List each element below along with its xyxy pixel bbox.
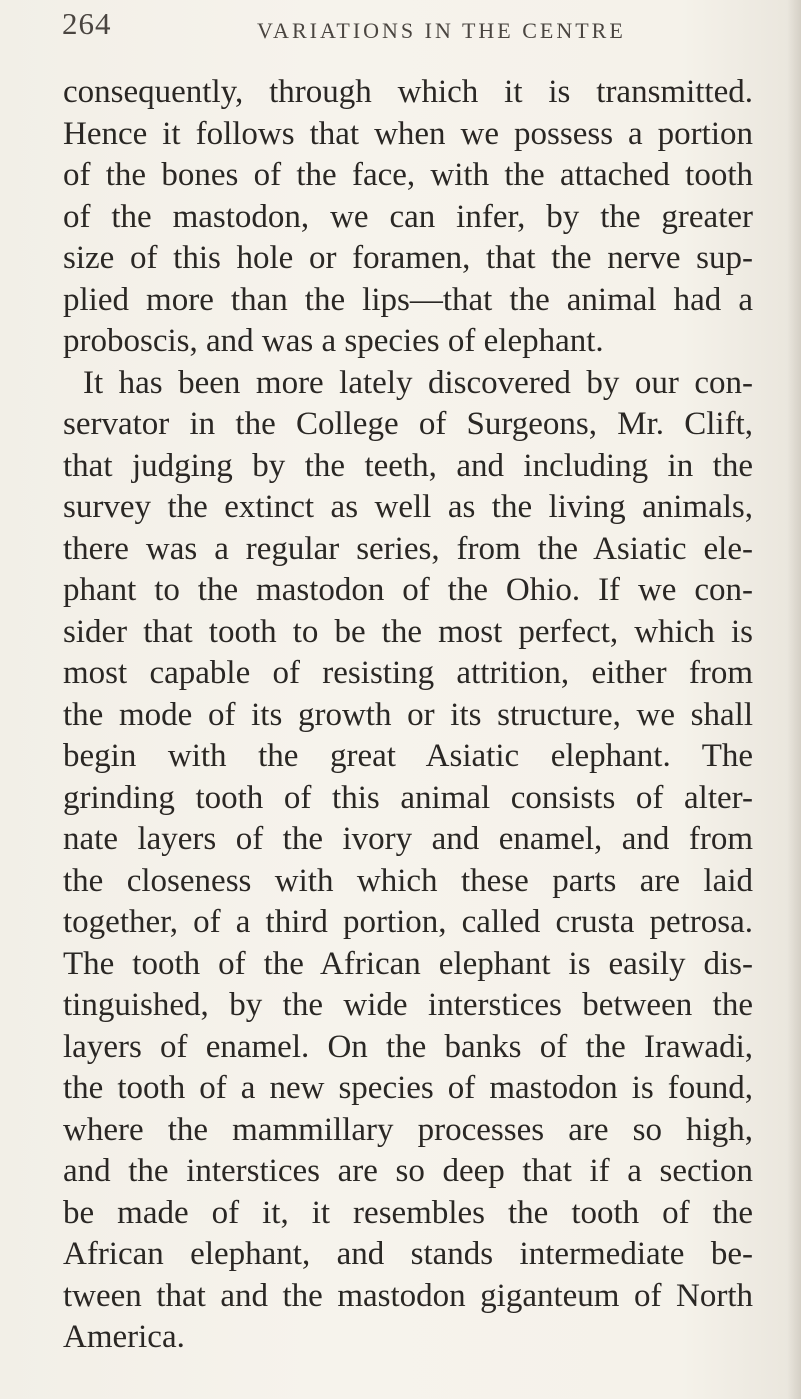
text-line: It has been more lately discovered by our con- [83, 364, 753, 401]
page-number: 264 [62, 6, 112, 41]
text-line: plied more than the lips—that the animal had a [63, 281, 753, 318]
text-line: the closeness with which these parts are laid [63, 862, 753, 899]
text-line: be made of it, it resembles the tooth of the [63, 1194, 753, 1231]
text-line: grinding tooth of this animal consists of alter- [63, 779, 753, 816]
text-line: together, of a third portion, called crusta petrosa. [63, 904, 753, 940]
text-line: of the mastodon, we can infer, by the greater [63, 198, 753, 235]
text-line: size of this hole or foramen, that the nerve sup- [63, 240, 753, 276]
text-line: nate layers of the ivory and enamel, and from [63, 821, 753, 857]
text-line: Hence it follows that when we possess a portion [63, 115, 753, 152]
body-text [63, 72, 753, 1359]
running-head: VARIATIONS IN THE CENTRE [257, 18, 626, 43]
text-line: proboscis, and was a species of elephant. [63, 323, 604, 359]
text-line: tween that and the mastodon giganteum of North [63, 1277, 753, 1314]
text-line: consequently, through which it is transmitted. [63, 74, 753, 110]
text-line: layers of enamel. On the banks of the Irawadi, [63, 1028, 753, 1065]
text-line: most capable of resisting attrition, either from [63, 655, 753, 691]
text-line: and the interstices are so deep that if a section [63, 1153, 753, 1189]
page-edge-shadow [787, 0, 801, 1399]
text-line: there was a regular series, from the Asiatic ele- [63, 530, 753, 567]
text-line: the tooth of a new species of mastodon is found, [63, 1070, 753, 1106]
page-header [0, 4, 801, 52]
text-line: tinguished, by the wide interstices between the [63, 987, 753, 1023]
text-line: servator in the College of Surgeons, Mr. Clift, [63, 406, 753, 442]
text-line: sider that tooth to be the most perfect, which is [63, 613, 753, 650]
text-line: the mode of its growth or its structure, we shall [63, 696, 753, 733]
text-line: that judging by the teeth, and including in the [63, 447, 753, 484]
text-line: where the mammillary processes are so high, [63, 1111, 753, 1148]
text-line: America. [63, 1319, 185, 1355]
text-line: survey the extinct as well as the living animals, [63, 489, 753, 525]
text-line: African elephant, and stands intermediate be- [63, 1236, 753, 1272]
text-line: begin with the great Asiatic elephant. The [63, 738, 753, 774]
text-line: phant to the mastodon of the Ohio. If we con- [63, 572, 753, 608]
text-line: The tooth of the African elephant is easily dis- [63, 945, 753, 982]
text-line: of the bones of the face, with the attached tooth [63, 157, 753, 193]
